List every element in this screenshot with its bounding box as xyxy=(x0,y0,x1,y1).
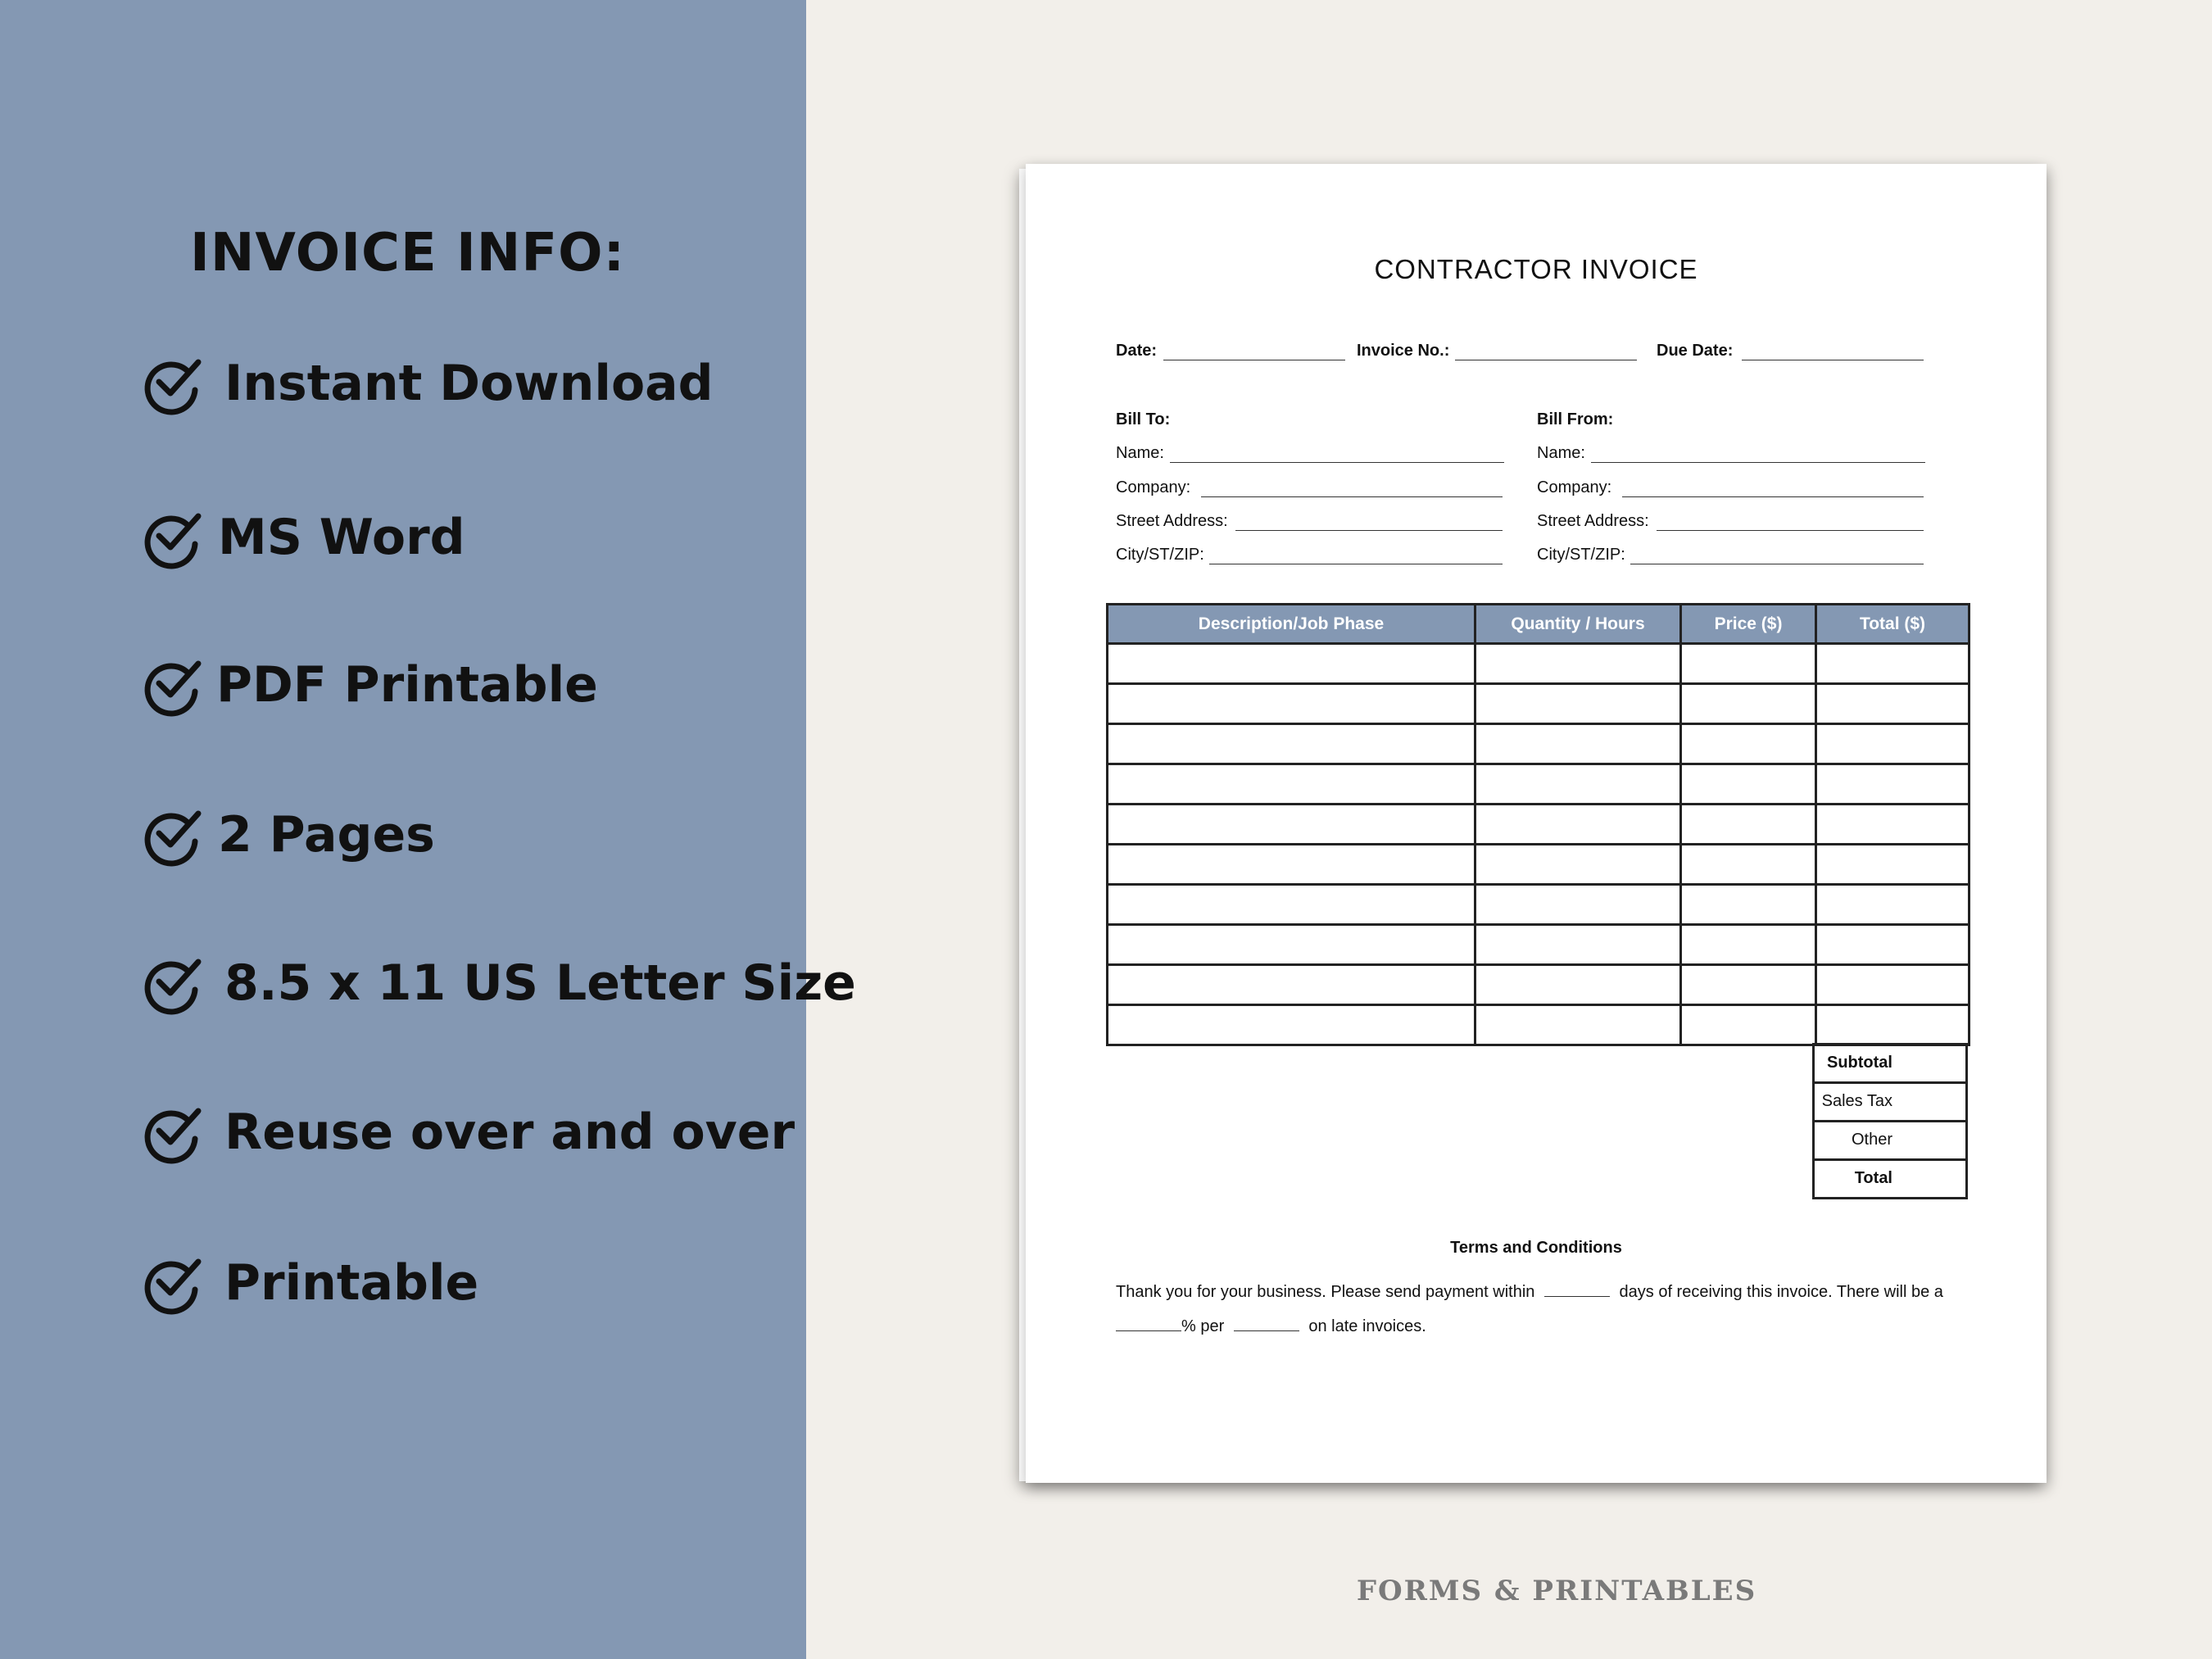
table-cell xyxy=(1681,764,1816,805)
feature-panel xyxy=(0,0,856,1659)
subtotal-label: Subtotal xyxy=(1827,1054,1892,1072)
bill-from-name-line xyxy=(1591,462,1925,463)
column-header-quantity: Quantity / Hours xyxy=(1475,605,1681,644)
table-cell xyxy=(1475,925,1681,965)
check-circle-icon xyxy=(141,351,206,416)
table-cell xyxy=(1681,684,1816,724)
table-cell xyxy=(1816,684,1969,724)
table-row xyxy=(1108,684,1969,724)
feature-label: 2 Pages xyxy=(218,806,435,863)
table-cell xyxy=(1108,724,1475,764)
feature-label: Instant Download xyxy=(224,355,714,412)
table-cell xyxy=(1108,805,1475,845)
late-fee-percent-blank xyxy=(1116,1330,1181,1331)
table-cell xyxy=(1681,724,1816,764)
table-cell xyxy=(1475,724,1681,764)
other-label: Other xyxy=(1851,1131,1892,1149)
column-header-total: Total ($) xyxy=(1816,605,1969,644)
subtotal-cell xyxy=(1814,1045,1967,1083)
table-row xyxy=(1108,965,1969,1005)
table-cell xyxy=(1816,925,1969,965)
table-row xyxy=(1108,644,1969,684)
check-circle-icon xyxy=(141,1250,206,1316)
bill-from-name-label: Name: xyxy=(1537,444,1585,462)
table-cell xyxy=(1475,845,1681,885)
bill-from-street-label: Street Address: xyxy=(1537,512,1649,530)
bill-to-heading: Bill To: xyxy=(1116,410,1171,428)
feature-item xyxy=(141,802,435,868)
table-cell xyxy=(1108,925,1475,965)
table-cell xyxy=(1681,925,1816,965)
table-cell xyxy=(1681,1005,1816,1045)
totals-table xyxy=(1812,1043,1968,1199)
bill-to-name-line xyxy=(1170,462,1504,463)
table-cell xyxy=(1681,805,1816,845)
total-label: Total xyxy=(1854,1169,1892,1187)
feature-label: Printable xyxy=(224,1254,479,1312)
bill-to-street-line xyxy=(1235,530,1503,531)
sales-tax-label: Sales Tax xyxy=(1821,1092,1892,1110)
table-cell xyxy=(1681,845,1816,885)
feature-item xyxy=(141,950,856,1016)
table-cell xyxy=(1816,644,1969,684)
check-circle-icon xyxy=(141,652,206,718)
table-cell xyxy=(1108,885,1475,925)
brand-name: FORMS & PRINTABLES xyxy=(1356,1575,1757,1607)
table-row xyxy=(1108,925,1969,965)
table-row xyxy=(1108,764,1969,805)
feature-label: 8.5 x 11 US Letter Size xyxy=(224,954,856,1012)
table-row xyxy=(1108,724,1969,764)
table-cell xyxy=(1475,965,1681,1005)
bill-from-heading: Bill From: xyxy=(1537,410,1614,428)
table-cell xyxy=(1108,644,1475,684)
due-date-label: Due Date: xyxy=(1657,342,1734,360)
table-cell xyxy=(1816,805,1969,845)
document-title: CONTRACTOR INVOICE xyxy=(1374,254,1698,284)
total-cell xyxy=(1814,1160,1967,1199)
terms-line-1 xyxy=(1116,1283,1943,1302)
feature-label: Reuse over and over xyxy=(224,1104,796,1161)
bill-to-company-line xyxy=(1201,496,1503,497)
terms-text: days of receiving this invoice. There will be a xyxy=(1619,1283,1943,1301)
table-cell xyxy=(1108,965,1475,1005)
bill-from-street-line xyxy=(1657,530,1924,531)
check-circle-icon xyxy=(141,950,206,1016)
table-cell xyxy=(1816,724,1969,764)
column-header-description: Description/Job Phase xyxy=(1108,605,1475,644)
column-header-price: Price ($) xyxy=(1681,605,1816,644)
date-label: Date: xyxy=(1116,342,1158,360)
bill-from-company-line xyxy=(1622,496,1924,497)
other-cell xyxy=(1814,1122,1967,1160)
table-row xyxy=(1108,845,1969,885)
table-cell xyxy=(1108,764,1475,805)
late-fee-period-blank xyxy=(1234,1330,1299,1331)
bill-to-name-label: Name: xyxy=(1116,444,1164,462)
table-cell xyxy=(1475,764,1681,805)
payment-days-blank xyxy=(1544,1296,1610,1297)
feature-item xyxy=(141,1250,478,1316)
table-cell xyxy=(1816,764,1969,805)
bill-to-city-label: City/ST/ZIP: xyxy=(1116,546,1204,564)
table-cell xyxy=(1681,965,1816,1005)
table-row xyxy=(1108,1005,1969,1045)
feature-label: MS Word xyxy=(218,509,465,566)
feature-label: PDF Printable xyxy=(216,656,598,714)
terms-line-2 xyxy=(1116,1317,1426,1336)
terms-text: on late invoices. xyxy=(1308,1317,1426,1335)
table-cell xyxy=(1475,644,1681,684)
table-cell xyxy=(1108,1005,1475,1045)
feature-item xyxy=(141,1099,795,1165)
bill-to-company-label: Company: xyxy=(1116,478,1191,496)
table-row xyxy=(1108,885,1969,925)
sales-tax-cell xyxy=(1814,1083,1967,1122)
table-cell xyxy=(1681,885,1816,925)
table-cell xyxy=(1475,1005,1681,1045)
bill-to-street-label: Street Address: xyxy=(1116,512,1228,530)
bill-from-city-label: City/ST/ZIP: xyxy=(1537,546,1625,564)
table-row xyxy=(1108,805,1969,845)
bill-from-company-label: Company: xyxy=(1537,478,1612,496)
line-items-body xyxy=(1108,644,1969,1045)
terms-text: % per xyxy=(1181,1317,1225,1335)
table-header-row xyxy=(1108,605,1969,644)
check-circle-icon xyxy=(141,802,206,868)
check-circle-icon xyxy=(141,505,206,570)
table-cell xyxy=(1816,1005,1969,1045)
panel-title: INVOICE INFO: xyxy=(190,223,626,283)
invoice-no-label: Invoice No.: xyxy=(1357,342,1450,360)
table-cell xyxy=(1816,885,1969,925)
feature-item xyxy=(141,351,714,416)
table-cell xyxy=(1475,805,1681,845)
feature-item xyxy=(141,505,465,570)
table-cell xyxy=(1108,684,1475,724)
terms-title: Terms and Conditions xyxy=(1450,1239,1622,1257)
table-cell xyxy=(1475,684,1681,724)
invoice-sheet xyxy=(1026,164,2047,1483)
terms-text: Thank you for your business. Please send payment within xyxy=(1116,1283,1535,1301)
table-cell xyxy=(1681,644,1816,684)
table-cell xyxy=(1816,845,1969,885)
table-cell xyxy=(1816,965,1969,1005)
line-items-table xyxy=(1106,603,1970,1046)
table-cell xyxy=(1108,845,1475,885)
table-cell xyxy=(1475,885,1681,925)
check-circle-icon xyxy=(141,1099,206,1165)
feature-item xyxy=(141,652,598,718)
